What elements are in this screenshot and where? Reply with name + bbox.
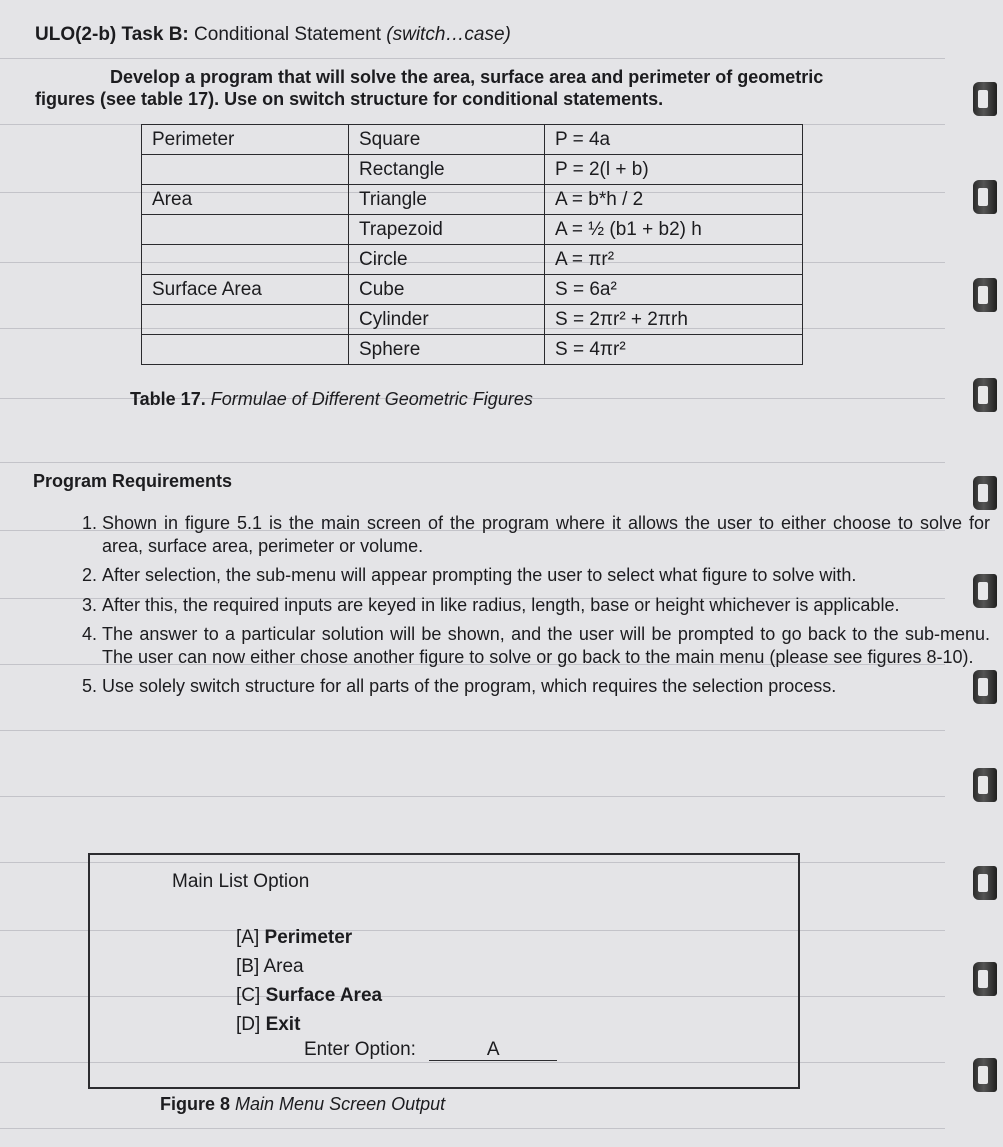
formula-cell: P = 4a [545,125,803,155]
table-row [142,155,803,185]
list-item: 3. After this, the required inputs are keyed in like radius, length, base or height whichever is applicable. [102,594,990,617]
table-row [142,215,803,245]
figure-cell: Rectangle [349,155,545,185]
menu-options [236,923,382,1039]
table-row [142,245,803,275]
table-caption-text: Formulae of Different Geometric Figures [210,389,533,409]
task-topic: Conditional Statement [194,24,381,45]
category-cell [142,155,349,185]
figure-cell: Cube [349,275,545,305]
intro-line-2: figures (see table 17). Use on switch structure for conditional statements. [35,89,664,109]
ruled-line [0,796,945,797]
figure-cell: Cylinder [349,305,545,335]
binding-ring-icon [973,768,997,802]
formula-cell: A = ½ (b1 + b2) h [545,215,803,245]
table-row [142,305,803,335]
formula-cell: A = b*h / 2 [545,185,803,215]
list-item: 4. The answer to a particular solution will be shown, and the user will be prompted to go back to the sub-menu. The user can now either chose another figure to solve or go back to the main menu (please see figures 8-10). [102,623,990,668]
enter-option-prompt [304,1039,557,1061]
ruled-line [0,462,945,463]
menu-option-area [236,952,382,981]
figure-caption-label: Figure 8 [160,1094,231,1114]
table-caption-label: Table 17. [130,389,206,409]
category-cell: Area [142,185,349,215]
table-row [142,125,803,155]
requirements-list [60,512,990,705]
category-cell [142,245,349,275]
formula-cell: S = 2πr² + 2πrh [545,305,803,335]
menu-header: Main List Option [172,871,310,892]
table-caption [130,389,533,410]
table-row [142,275,803,305]
ruled-line [0,58,945,59]
menu-option-exit [236,1010,382,1039]
formula-cell: A = πr² [545,245,803,275]
binding-ring-icon [973,82,997,116]
intro-paragraph [35,66,955,110]
prompt-label: Enter Option: [304,1039,416,1060]
table-row [142,185,803,215]
option-label: Perimeter [264,927,353,948]
screen-output-box [88,853,800,1089]
figure-cell: Circle [349,245,545,275]
requirements-title: Program Requirements [33,471,233,491]
binding-ring-icon [973,278,997,312]
binding-ring-icon [973,476,997,510]
category-cell: Surface Area [142,275,349,305]
binding-ring-icon [973,866,997,900]
formula-cell: S = 4πr² [545,335,803,365]
menu-option-surface-area [236,981,382,1010]
list-item: 2. After selection, the sub-menu will appear prompting the user to select what figure to solve with. [102,564,990,587]
table-row [142,335,803,365]
list-item: 5. Use solely switch structure for all parts of the program, which requires the selection process. [102,675,990,698]
formula-cell: S = 6a² [545,275,803,305]
binding-ring-icon [973,962,997,996]
option-label: Area [263,956,304,977]
list-item: 1. Shown in figure 5.1 is the main screen of the program where it allows the user to either choose to solve for area, surface area, perimeter or volume. [102,512,990,557]
binding-ring-icon [973,180,997,214]
option-input-value: A [429,1040,557,1061]
ruled-line [0,730,945,731]
task-subtitle: (switch…case) [386,24,511,45]
formula-cell: P = 2(l + b) [545,155,803,185]
figure-caption-text: Main Menu Screen Output [235,1094,446,1114]
option-key: [C] [236,985,261,1006]
binding-ring-icon [973,1058,997,1092]
task-code: ULO(2-b) Task B: [35,24,189,45]
figure-cell: Square [349,125,545,155]
ruled-line [0,1128,945,1129]
category-cell [142,335,349,365]
option-key: [B] [236,956,260,977]
figure-cell: Triangle [349,185,545,215]
task-heading [35,24,511,46]
category-cell [142,305,349,335]
category-cell: Perimeter [142,125,349,155]
formula-table [141,124,803,365]
figure-cell: Trapezoid [349,215,545,245]
category-cell [142,215,349,245]
option-key: [D] [236,1014,261,1035]
menu-option-perimeter [236,923,382,952]
option-label: Exit [265,1014,301,1035]
intro-line-1: Develop a program that will solve the area, surface area and perimeter of geometric [110,67,824,87]
binding-ring-icon [973,378,997,412]
option-label: Surface Area [265,985,383,1006]
option-key: [A] [236,927,260,948]
figure-caption [160,1094,445,1115]
figure-cell: Sphere [349,335,545,365]
